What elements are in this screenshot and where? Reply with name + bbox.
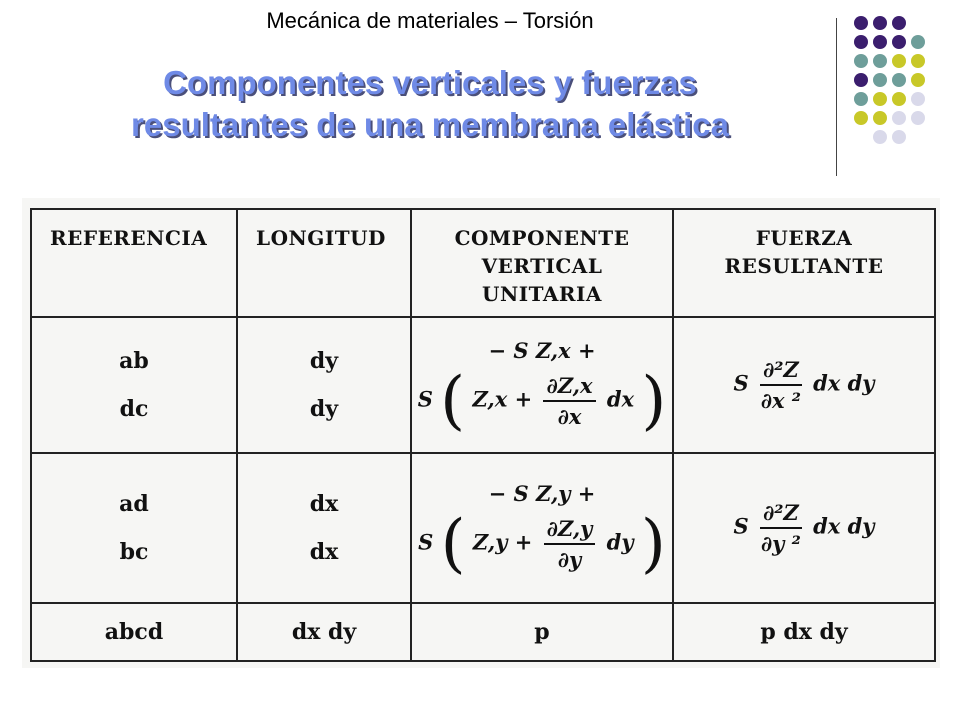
- reference-cell: [31, 317, 237, 453]
- decorative-dot: [911, 92, 925, 106]
- header-reference: REFERENCIA: [31, 209, 237, 317]
- open-paren-icon: (: [440, 363, 466, 438]
- header-force-line-1: FUERZA: [755, 226, 853, 250]
- force-cell: [673, 317, 935, 453]
- length-value: dy: [309, 348, 339, 374]
- component-S: S: [418, 529, 434, 554]
- title-line-1: Componentes verticales y fuerzas: [163, 64, 697, 101]
- decorative-dot: [873, 54, 887, 68]
- reference-value: ad: [119, 491, 149, 517]
- header-component-line-1: COMPONENTE: [454, 226, 630, 250]
- force-S: S: [733, 513, 749, 539]
- decorative-dot: [873, 130, 887, 144]
- decorative-dot: [873, 35, 887, 49]
- membrane-table: [30, 208, 936, 662]
- component-term: Z,y: [472, 529, 508, 554]
- total-component: p: [411, 603, 673, 661]
- fraction-denominator: ∂x ²: [760, 388, 801, 413]
- fraction-numerator: ∂²Z: [760, 500, 802, 529]
- decorative-dot: [854, 54, 868, 68]
- decorative-dot: [873, 73, 887, 87]
- decorative-dot: [892, 54, 906, 68]
- component-top-expression: − S Z,x +: [488, 337, 596, 363]
- decorative-dot: [873, 16, 887, 30]
- title-line-2: resultantes de una membrana elástica: [131, 106, 729, 143]
- force-fraction: [760, 500, 802, 556]
- force-S: S: [733, 370, 749, 396]
- table-header-row: [31, 209, 935, 317]
- fraction-denominator: ∂x: [557, 403, 582, 429]
- decorative-dot: [854, 111, 868, 125]
- divider-line: [836, 18, 837, 176]
- component-fraction: [543, 373, 595, 429]
- component-top-expression: − S Z,y +: [488, 480, 596, 506]
- force-tail: dx dy: [813, 370, 875, 396]
- component-tail: dy: [606, 529, 634, 554]
- component-term: Z,x: [472, 386, 508, 411]
- length-cell: [237, 317, 411, 453]
- fraction-denominator: ∂y: [557, 546, 582, 572]
- total-reference: abcd: [31, 603, 237, 661]
- header-length: LONGITUD: [237, 209, 411, 317]
- length-value: dy: [309, 396, 339, 422]
- reference-value: dc: [119, 396, 149, 422]
- total-length: dx dy: [237, 603, 411, 661]
- length-value: dx: [309, 539, 339, 565]
- component-cell: [411, 317, 673, 453]
- fraction-numerator: ∂Z,y: [544, 516, 596, 545]
- decorative-dot: [854, 73, 868, 87]
- fraction-numerator: ∂Z,x: [543, 373, 595, 402]
- decorative-dot: [873, 92, 887, 106]
- header-component: [411, 209, 673, 317]
- slide-title: [20, 62, 840, 146]
- reference-cell: [31, 453, 237, 603]
- header-force: [673, 209, 935, 317]
- component-tail: dx: [606, 386, 635, 411]
- decorative-dot: [911, 111, 925, 125]
- component-fraction: [544, 516, 596, 572]
- reference-value: ab: [119, 348, 149, 374]
- force-fraction: [760, 357, 802, 413]
- component-plus: +: [514, 386, 533, 411]
- decorative-dot: [873, 111, 887, 125]
- decorative-dot: [854, 35, 868, 49]
- total-force: p dx dy: [673, 603, 935, 661]
- reference-value: bc: [119, 539, 149, 565]
- length-value: dx: [309, 491, 339, 517]
- decorative-dot: [911, 54, 925, 68]
- table-row: [31, 317, 935, 453]
- decorative-dot: [892, 73, 906, 87]
- header-force-line-2: RESULTANTE: [724, 254, 884, 278]
- decorative-dot: [892, 16, 906, 30]
- force-cell: [673, 453, 935, 603]
- open-paren-icon: (: [440, 506, 466, 581]
- length-cell: [237, 453, 411, 603]
- decorative-dot: [854, 92, 868, 106]
- close-paren-icon: ): [641, 363, 667, 438]
- fraction-denominator: ∂y ²: [760, 531, 801, 556]
- decorative-dot: [892, 92, 906, 106]
- decorative-dot: [892, 111, 906, 125]
- component-S: S: [417, 386, 433, 411]
- decorative-dot: [892, 130, 906, 144]
- force-tail: dx dy: [813, 513, 875, 539]
- decorative-dot: [854, 16, 868, 30]
- table-total-row: [31, 603, 935, 661]
- close-paren-icon: ): [640, 506, 666, 581]
- decorative-dot: [911, 35, 925, 49]
- decorative-dot: [892, 35, 906, 49]
- decorative-dot-grid: [852, 14, 960, 154]
- component-cell: [411, 453, 673, 603]
- fraction-numerator: ∂²Z: [760, 357, 802, 386]
- component-plus: +: [514, 529, 533, 554]
- header-component-line-2: VERTICAL: [481, 254, 603, 278]
- header-component-line-3: UNITARIA: [482, 282, 602, 306]
- decorative-dot: [911, 73, 925, 87]
- slide-subtitle: Mecánica de materiales – Torsión: [266, 8, 594, 33]
- table-row: [31, 453, 935, 603]
